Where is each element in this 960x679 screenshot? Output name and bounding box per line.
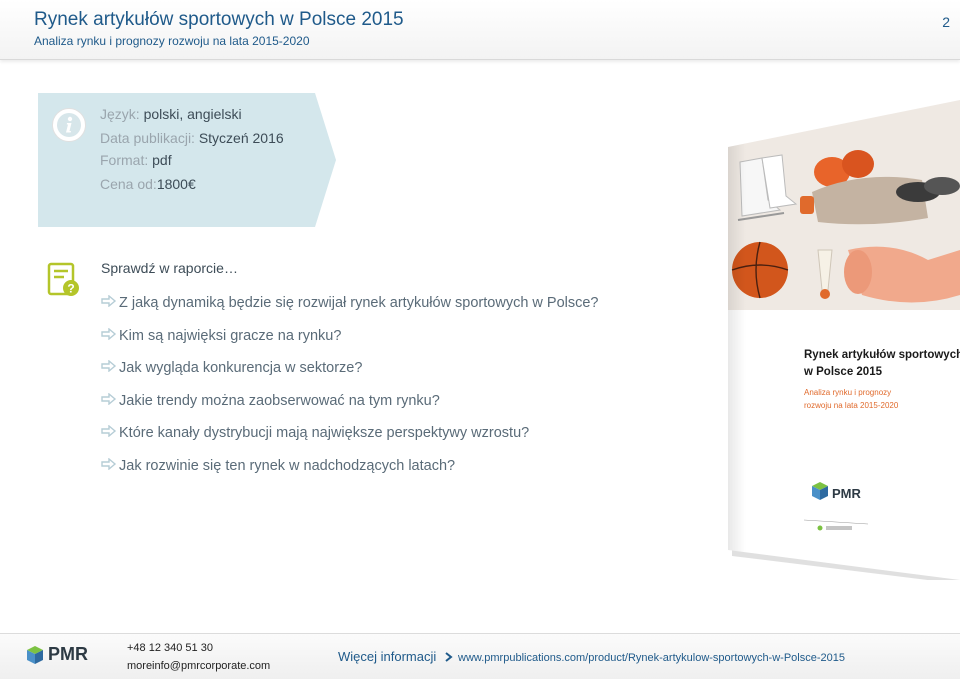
question-text: Jakie trendy można zaobserwować na tym rynku? [119, 392, 440, 409]
info-date [100, 130, 284, 146]
contact-phone: +48 12 340 51 30 [127, 642, 213, 654]
list-item [101, 287, 599, 320]
info-icon [52, 108, 86, 142]
list-item [101, 450, 599, 483]
date-label: Data publikacji: [100, 130, 195, 146]
price-label: Cena od: [100, 176, 157, 192]
pmr-logo [26, 644, 88, 665]
arrow-right-icon [101, 458, 119, 474]
arrow-right-icon [101, 295, 119, 311]
list-item [101, 417, 599, 450]
question-text: Które kanały dystrybucji mają największe perspektywy wzrostu? [119, 425, 530, 442]
more-info-label: Więcej informacji [338, 649, 437, 664]
language-value: polski, angielski [143, 106, 242, 122]
report-info-box [38, 93, 338, 227]
product-url-link[interactable]: www.pmrpublications.com/product/Rynek-artykulow-sportowych-w-Polsce-2015 [458, 652, 845, 664]
arrow-right-icon [101, 393, 119, 409]
info-format [100, 152, 172, 168]
language-label: Język: [100, 106, 140, 122]
chevron-right-icon [442, 651, 456, 663]
footer [0, 633, 960, 679]
report-cover-image[interactable] [722, 100, 960, 580]
format-label: Format: [100, 152, 149, 168]
format-value: pdf [152, 152, 172, 168]
report-question-icon [47, 262, 81, 298]
check-title: Sprawdź w raporcie… [101, 260, 238, 276]
question-text: Z jaką dynamiką będzie się rozwijał rynek artykułów sportowych w Polsce? [119, 295, 599, 312]
arrow-right-icon [101, 425, 119, 441]
pmr-cube-icon [26, 645, 44, 665]
question-text: Jak rozwinie się ten rynek w nadchodzących latach? [119, 457, 456, 474]
question-text: Kim są najwięksi gracze na rynku? [119, 327, 342, 344]
question-text: Jak wygląda konkurencja w sektorze? [119, 360, 363, 377]
contact-email[interactable]: moreinfo@pmrcorporate.com [127, 660, 271, 672]
more-info-link[interactable] [338, 649, 456, 664]
price-value: 1800€ [156, 176, 196, 192]
arrow-right-icon [101, 328, 119, 344]
header [0, 0, 960, 60]
page-subtitle: Analiza rynku i prognozy rozwoju na lata 2015-2020 [34, 34, 310, 48]
list-item [101, 352, 599, 385]
page-title: Rynek artykułów sportowych w Polsce 2015 [34, 9, 404, 30]
pmr-logo-text: PMR [48, 644, 88, 664]
info-price [100, 176, 196, 192]
info-language [100, 106, 242, 122]
list-item [101, 320, 599, 353]
date-value: Styczeń 2016 [198, 130, 284, 146]
arrow-right-icon [101, 360, 119, 376]
question-list [101, 287, 599, 482]
page-number: 2 [942, 14, 950, 30]
svg-text:?: ? [67, 281, 75, 296]
list-item [101, 385, 599, 418]
